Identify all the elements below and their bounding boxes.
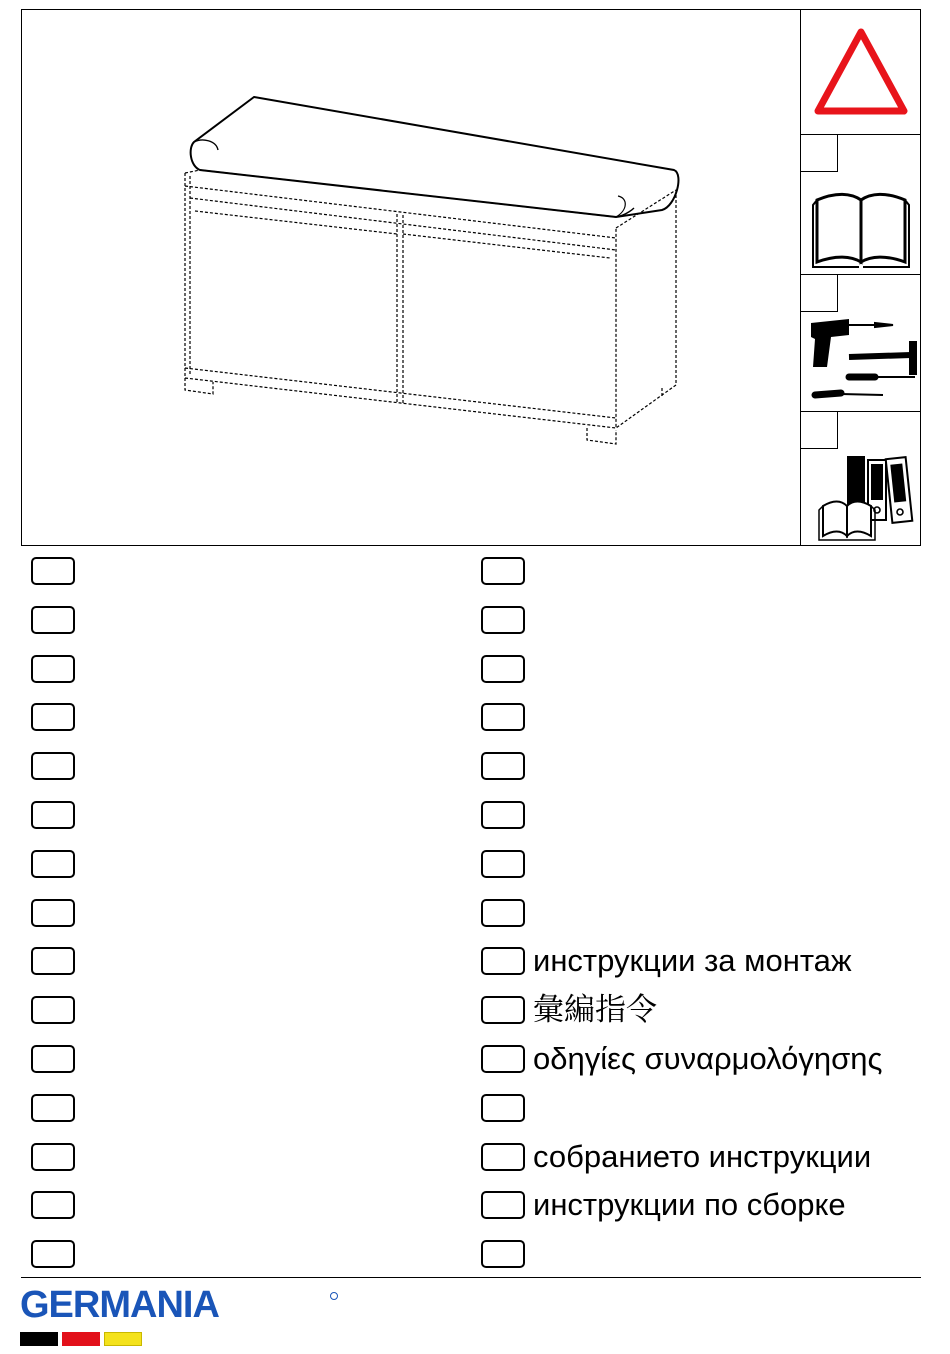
flag-stripe-black: [20, 1332, 58, 1346]
language-checkbox[interactable]: [481, 655, 525, 683]
binders-icon: [801, 412, 921, 545]
language-checkbox[interactable]: [31, 557, 75, 585]
language-checkbox[interactable]: [481, 703, 525, 731]
language-checkbox[interactable]: [31, 752, 75, 780]
language-checkbox[interactable]: [481, 557, 525, 585]
language-label: инструкции по сборке: [533, 1187, 846, 1223]
language-label: οδηγίες συναρμολόγησης: [533, 1041, 883, 1076]
registered-mark: [330, 1292, 338, 1300]
language-checkbox[interactable]: [481, 606, 525, 634]
warning-cell: [801, 10, 921, 135]
language-checkbox[interactable]: [481, 899, 525, 927]
language-checkbox[interactable]: [31, 996, 75, 1024]
language-checkbox[interactable]: [481, 996, 525, 1024]
flag-stripe-gold: [104, 1332, 142, 1346]
flag-stripe-red: [62, 1332, 100, 1346]
brand-name: GERMANIA: [20, 1284, 219, 1326]
language-checkbox[interactable]: [31, 606, 75, 634]
language-checkbox[interactable]: [31, 655, 75, 683]
open-book-icon: [801, 135, 921, 274]
warning-triangle-icon: [801, 10, 921, 134]
language-checkbox[interactable]: [31, 850, 75, 878]
language-checkbox[interactable]: [31, 703, 75, 731]
language-checkbox[interactable]: [31, 1240, 75, 1268]
language-checkbox[interactable]: [31, 899, 75, 927]
footer-divider: [21, 1277, 921, 1278]
language-checkbox[interactable]: [31, 947, 75, 975]
archive-cell: [801, 412, 921, 545]
language-checkbox[interactable]: [481, 1045, 525, 1073]
bench-illustration: [22, 10, 800, 545]
tools-cell: [801, 275, 921, 412]
language-label: инструкции за монтаж: [533, 943, 852, 979]
language-checkbox[interactable]: [31, 801, 75, 829]
language-checkbox[interactable]: [481, 1094, 525, 1122]
language-label: 彙編指令: [533, 992, 657, 1028]
language-checkbox[interactable]: [481, 1191, 525, 1219]
language-label: собранието инструкции: [533, 1138, 872, 1174]
language-checkbox[interactable]: [31, 1191, 75, 1219]
tools-icon: [801, 275, 921, 411]
language-checkbox[interactable]: [481, 1240, 525, 1268]
manual-cell: [801, 135, 921, 275]
language-checkbox[interactable]: [481, 850, 525, 878]
language-checkbox[interactable]: [481, 947, 525, 975]
language-checkbox[interactable]: [31, 1094, 75, 1122]
language-checkbox[interactable]: [481, 801, 525, 829]
language-checkbox[interactable]: [31, 1045, 75, 1073]
language-checkbox[interactable]: [31, 1143, 75, 1171]
pictogram-column: [800, 10, 921, 545]
language-checkbox[interactable]: [481, 752, 525, 780]
language-checkbox[interactable]: [481, 1143, 525, 1171]
cover-frame: [21, 9, 921, 546]
